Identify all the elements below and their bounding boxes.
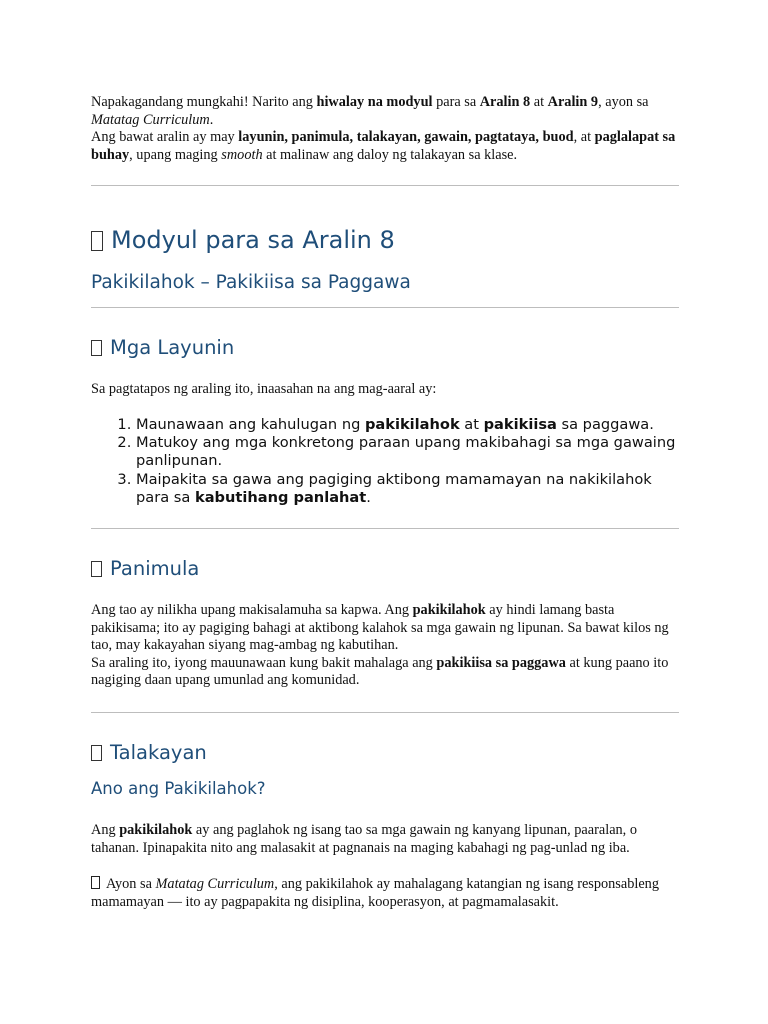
objectives-list xyxy=(91,416,679,507)
introduction-paragraph-1: Ang tao ay nilikha upang makisalamuha sa kapwa. Ang pakikilahok ay hindi lamang basta pakikisama; ito ay pagiging bahagi at aktibong kalahok sa mga gawain ng lipunan. Sa bawat kilos ng tao, may kakayahan siyang mag-ambag ng kabutihan. xyxy=(91,602,669,653)
divider xyxy=(91,307,679,308)
list-item: 3. Maipakita sa gawa ang pagiging aktibong mamamayan na nakikilahok para sa kabutihang panlahat. xyxy=(136,471,679,507)
divider xyxy=(91,185,679,186)
introduction-paragraph xyxy=(91,602,679,690)
discussion-paragraph-2: Ayon sa Matatag Curriculum, ang pakikilahok ay mahalagang katangian ng isang responsableng mamamayan — ito ay pagpapakita ng disiplina, kooperasyon, at pagmamalasakit. xyxy=(91,876,659,910)
introduction-paragraph-2: Sa araling ito, iyong mauunawaan kung bakit mahalaga ang pakikiisa sa paggawa at kung paano ito nagiging daan upang umunlad ang komunidad. xyxy=(91,654,669,688)
book-icon xyxy=(91,231,103,251)
discussion-icon xyxy=(91,745,102,761)
target-icon xyxy=(91,340,102,356)
pin-icon xyxy=(91,876,100,889)
discussion-heading: Talakayan xyxy=(91,741,207,764)
objectives-lead: Sa pagtatapos ng araling ito, inaasahan na ang mag-aaral ay: xyxy=(91,381,437,397)
objectives-heading: Mga Layunin xyxy=(91,336,234,359)
intro-paragraph xyxy=(91,94,679,164)
discussion-subheading: Ano ang Pakikilahok? xyxy=(91,779,266,798)
divider xyxy=(91,528,679,529)
lightbulb-icon xyxy=(91,561,102,577)
discussion-paragraph-1: Ang pakikilahok ay ang paglahok ng isang tao sa mga gawain ng kanyang lipunan, paaralan, o tahanan. Ipinapakita nito ang malasakit at pagnanais na maging kabahagi ng pag-unlad ng iba. xyxy=(91,822,637,856)
module-subtitle: Pakikilahok – Pakikiisa sa Paggawa xyxy=(91,272,411,293)
intro-line-2: Ang bawat aralin ay may layunin, panimula, talakayan, gawain, pagtataya, buod, at paglalapat sa buhay, upang maging smooth at malinaw ang daloy ng talakayan sa klase. xyxy=(91,129,676,163)
intro-line-1: Napakagandang mungkahi! Narito ang hiwalay na modyul para sa Aralin 8 at Aralin 9, ayon sa Matatag Curriculum. xyxy=(91,94,649,128)
introduction-heading: Panimula xyxy=(91,557,199,580)
divider xyxy=(91,712,679,713)
list-item: 1. Maunawaan ang kahulugan ng pakikilahok at pakikiisa sa paggawa. xyxy=(136,416,679,434)
module-title: Modyul para sa Aralin 8 xyxy=(91,226,395,254)
list-item: 2. Matukoy ang mga konkretong paraan upang makibahagi sa mga gawaing panlipunan. xyxy=(136,434,679,470)
